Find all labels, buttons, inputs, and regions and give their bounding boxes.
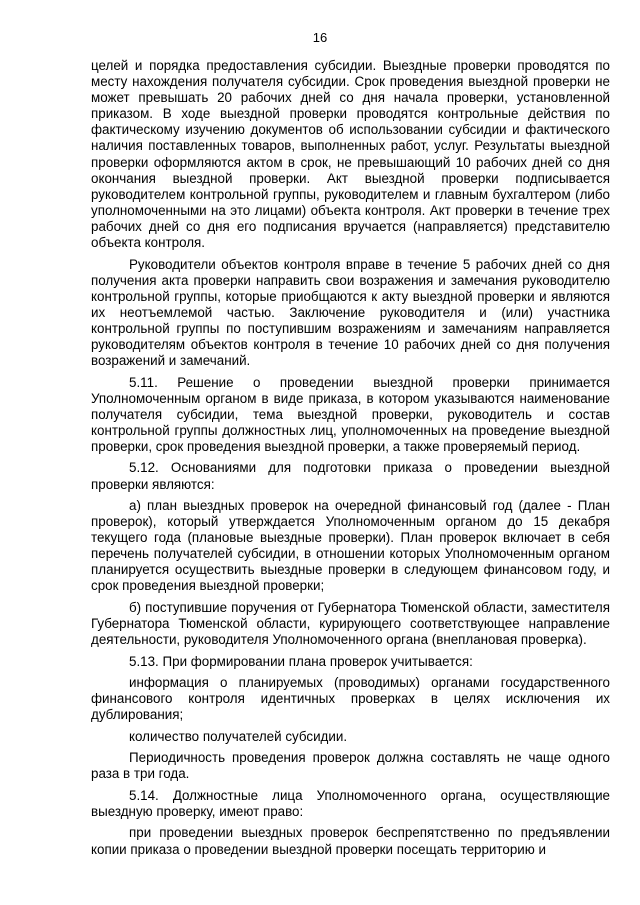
- paragraph: целей и порядка предоставления субсидии. Выездные проверки проводятся по месту нахождения получателя субсидии. Срок проведения выездной проверки не может превышать 20 рабочих дней со дня начала проверки, установленной приказом. В ходе выездной проверки проводятся контрольные действия по фактическому изучению документов об использовании субсидии и фактического наличия поставленных товаров, выполненных работ, услуг. Результаты выездной проверки оформляются актом в срок, не превышающий 10 рабочих дней со дня окончания выездной проверки. Акт выездной проверки подписывается руководителем контрольной группы, руководителем и главным бухгалтером (либо уполномоченными на это лицами) объекта контроля. Акт проверки в течение трех рабочих дней со дня его подписания вручается (направляется) представителю объекта контроля.: [91, 58, 610, 251]
- paragraph: а) план выездных проверок на очередной финансовый год (далее - План проверок), который утверждается Уполномоченным органом до 15 декабря текущего года (плановые выездные проверки). План проверок включает в себя перечень получателей субсидии, в отношении которых Уполномоченным органом планируется осуществить выездные проверки в следующем финансовом году, и срок проведения выездной проверки;: [91, 498, 610, 594]
- page-number: 16: [312, 30, 328, 45]
- paragraph: б) поступившие поручения от Губернатора Тюменской области, заместителя Губернатора Тюменской области, курирующего соответствующее направление деятельности, руководителя Уполномоченного органа (внеплановая проверка).: [91, 599, 610, 648]
- paragraph: 5.11. Решение о проведении выездной проверки принимается Уполномоченным органом в виде приказа, в котором указываются наименование получателя субсидии, тема выездной проверки, руководитель и состав контрольной группы должностных лиц, уполномоченных на проведение выездной проверки, срок проведения выездной проверки, а также проверяемый период.: [91, 374, 610, 454]
- paragraph: 5.13. При формировании плана проверок учитывается:: [129, 653, 473, 669]
- paragraph: информация о планируемых (проводимых) органами государственного финансового контроля идентичных проверках в целях исключения их дублирования;: [91, 675, 610, 723]
- paragraph: количество получателей субсидии.: [129, 728, 348, 744]
- paragraph: Периодичность проведения проверок должна составлять не чаще одного раза в три года.: [91, 750, 610, 782]
- paragraph: 5.14. Должностные лица Уполномоченного органа, осуществляющие выездную проверку, имеют право:: [91, 787, 610, 819]
- document-body: [91, 58, 610, 863]
- paragraph: при проведении выездных проверок беспрепятственно по предъявлении копии приказа о проведении выездной проверки посещать территорию и: [91, 825, 610, 857]
- paragraph: 5.12. Основаниями для подготовки приказа о проведении выездной проверки являются:: [91, 460, 610, 492]
- paragraph: Руководители объектов контроля вправе в течение 5 рабочих дней со дня получения акта проверки направить свои возражения и замечания руководителю контрольной группы, которые приобщаются к акту выездной проверки и являются их неотъемлемой частью. Заключение руководителя и (или) участника контрольной группы по поступившим возражениям и замечаниям направляется руководителям объектов контроля в течение 10 рабочих дней со дня получения возражений и замечаний.: [91, 256, 610, 369]
